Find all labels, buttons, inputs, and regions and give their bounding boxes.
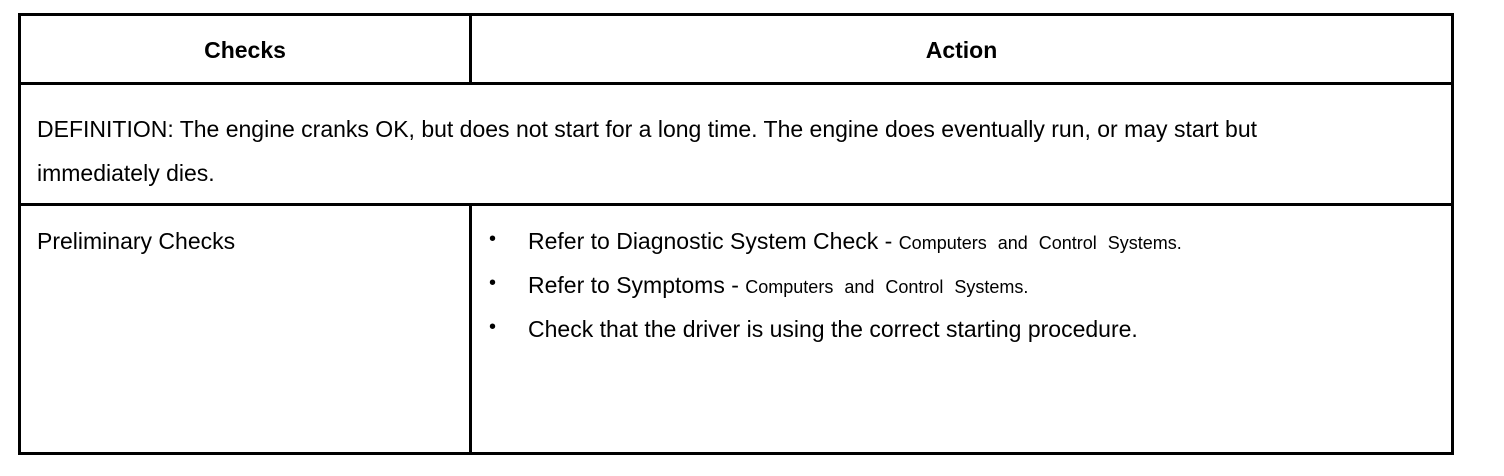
bullet-icon: • xyxy=(489,228,497,250)
reference-link[interactable]: Computers and Control Systems xyxy=(898,233,1177,253)
action-text: Check that the driver is using the correct starting procedure. xyxy=(528,316,1138,342)
action-suffix: . xyxy=(1023,277,1029,297)
action-text: Refer to Diagnostic System Check - xyxy=(528,228,899,254)
bullet-icon: • xyxy=(489,316,497,338)
header-column-divider xyxy=(469,16,472,85)
checks-cell: Preliminary Checks xyxy=(37,228,236,254)
header-row xyxy=(21,16,1451,85)
action-column-header: Action xyxy=(925,37,998,63)
list-item xyxy=(472,272,1451,316)
list-item xyxy=(472,316,1451,360)
definition-row xyxy=(21,85,1451,206)
diagnostic-table xyxy=(18,13,1454,455)
action-list xyxy=(472,228,1451,360)
reference-link[interactable]: Computers and Control Systems xyxy=(745,277,1024,297)
checks-column-header: Checks xyxy=(204,37,286,63)
definition-text: DEFINITION: The engine cranks OK, but does not start for a long time. The engine does eventually run, or may start but immediately dies. xyxy=(37,116,1258,186)
bullet-icon: • xyxy=(489,272,497,294)
table-row xyxy=(21,206,1451,452)
action-suffix: . xyxy=(1176,233,1182,253)
body-column-divider xyxy=(469,206,472,452)
action-text: Refer to Symptoms - xyxy=(528,272,746,298)
list-item xyxy=(472,228,1451,272)
